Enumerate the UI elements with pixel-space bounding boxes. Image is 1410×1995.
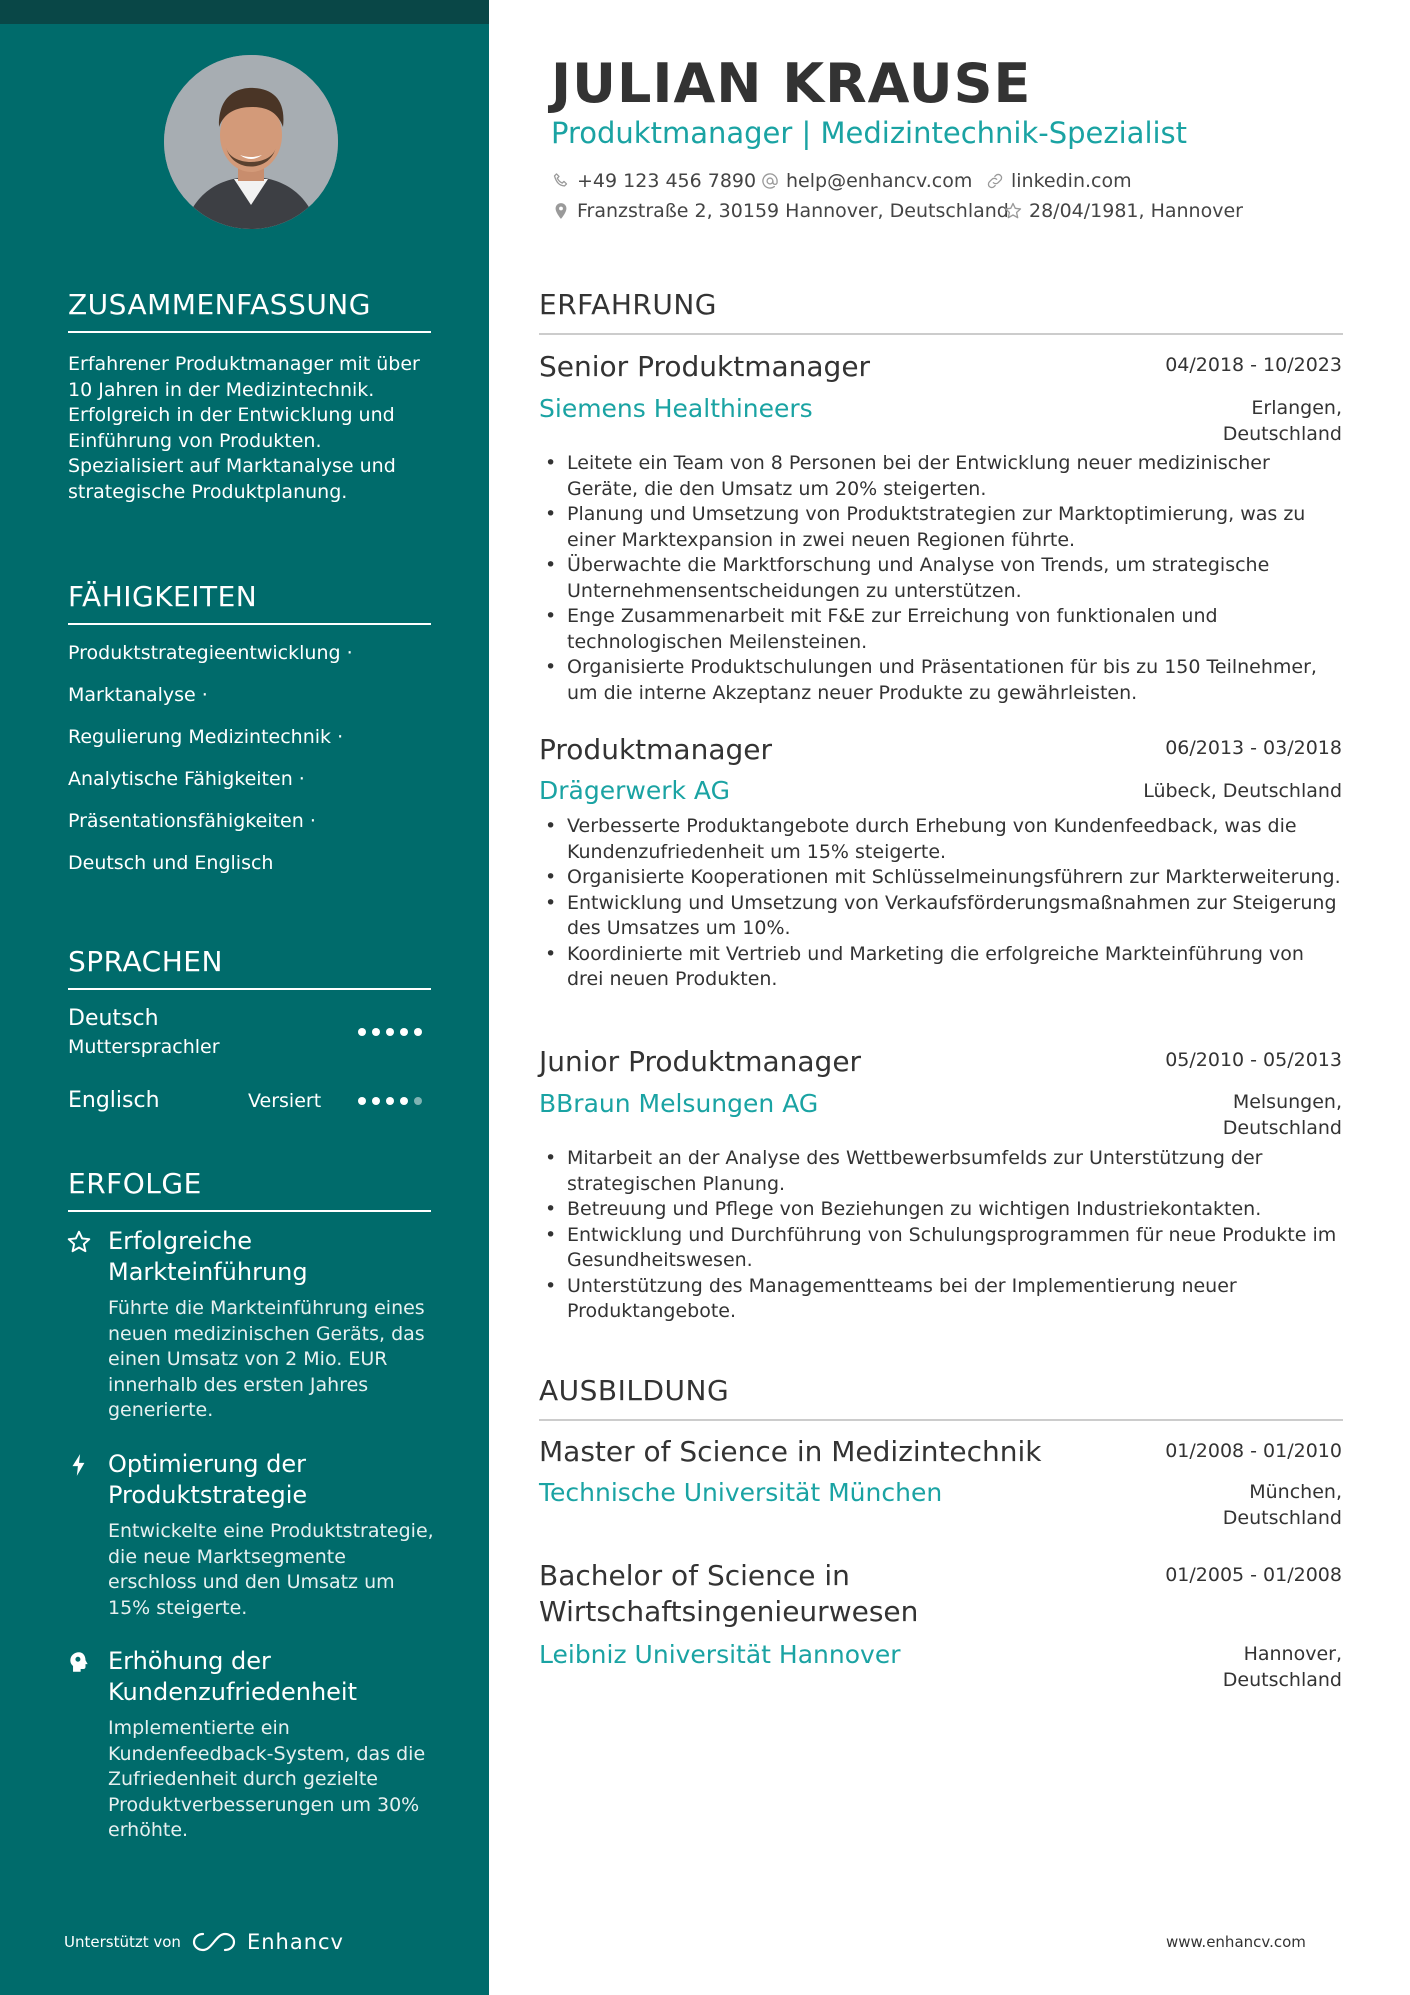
rating-dot	[386, 1097, 394, 1105]
list-item: • Verbesserte Produktangebote durch Erhebung von Kundenfeedback, was die Kundenzufriedenheit um 15% steigerte.	[539, 814, 1343, 865]
avatar	[164, 55, 338, 229]
degree-title: Master of Science in Medizintechnik	[539, 1435, 1042, 1468]
skills-heading: FÄHIGKEITEN	[68, 580, 431, 625]
rating-dot	[400, 1028, 408, 1036]
language-name: Deutsch	[68, 1006, 159, 1031]
bolt-icon	[66, 1452, 92, 1478]
school-name: Technische Universität München	[539, 1478, 943, 1507]
location-pin-icon	[551, 201, 571, 221]
achievement-title: Optimierung der Produktstrategie	[108, 1450, 308, 1509]
contact-address	[551, 200, 1009, 222]
school-name: Leibniz Universität Hannover	[539, 1640, 901, 1669]
job-date: 06/2013 - 03/2018	[1165, 737, 1342, 759]
job-location: Lübeck, Deutschland	[1143, 780, 1342, 802]
skill-item: Marktanalyse ·	[68, 684, 208, 706]
achievement-title: Erfolgreiche Markteinführung	[108, 1227, 308, 1286]
contact-email[interactable]	[760, 170, 972, 192]
job-company: Siemens Healthineers	[539, 394, 813, 423]
rating-dot	[358, 1028, 366, 1036]
contact-linkedin[interactable]	[985, 170, 1132, 192]
experience-heading: ERFAHRUNG	[539, 288, 1343, 335]
head-icon	[66, 1649, 92, 1675]
job-bullets	[539, 814, 1343, 993]
list-item: • Mitarbeit an der Analyse des Wettbewerbsumfelds zur Unterstützung der strategischen Planung.	[539, 1146, 1343, 1197]
list-item: • Leitete ein Team von 8 Personen bei der Entwicklung neuer medizinischer Geräte, die den Umsatz um 20% steigerten.	[539, 451, 1343, 502]
person-name: JULIAN KRAUSE	[551, 52, 1032, 115]
skill-item: Regulierung Medizintechnik ·	[68, 726, 344, 748]
achievement-title: Erhöhung der Kundenzufriedenheit	[108, 1647, 357, 1706]
rating-dot	[372, 1028, 380, 1036]
enhancv-logo-icon	[191, 1930, 237, 1954]
powered-by	[64, 1930, 344, 1954]
language-name: Englisch	[68, 1088, 160, 1113]
job-title: Junior Produktmanager	[539, 1045, 862, 1078]
address-text: Franzstraße 2, 30159 Hannover, Deutschland	[577, 200, 1009, 222]
rating-dot	[414, 1097, 422, 1105]
at-icon	[760, 171, 780, 191]
achievement-description: Führte die Markteinführung eines neuen medizinischen Geräts, das einen Umsatz von 2 Mio. EUR innerhalb des ersten Jahres generierte.	[108, 1297, 425, 1421]
job-title: Senior Produktmanager	[539, 350, 871, 383]
summary-heading: ZUSAMMENFASSUNG	[68, 288, 431, 333]
linkedin-text: linkedin.com	[1011, 170, 1132, 192]
list-item: • Unterstützung des Managementteams bei der Implementierung neuer Produktangebote.	[539, 1274, 1343, 1325]
skill-item: Präsentationsfähigkeiten ·	[68, 810, 316, 832]
achievements-heading: ERFOLGE	[68, 1167, 431, 1212]
education-heading: AUSBILDUNG	[539, 1374, 1343, 1421]
job-title: Produktmanager	[539, 733, 772, 766]
language-level: Muttersprachler	[68, 1036, 220, 1058]
email-text: help@enhancv.com	[786, 170, 973, 192]
language-level: Versiert	[248, 1090, 322, 1112]
contact-birth	[1003, 200, 1243, 222]
list-item: • Planung und Umsetzung von Produktstrategien zur Marktoptimierung, was zu einer Marktexpansion in zwei neuen Regionen führte.	[539, 502, 1343, 553]
list-item: • Enge Zusammenarbeit mit F&E zur Erreichung von funktionalen und technologischen Meilensteinen.	[539, 604, 1343, 655]
avatar-photo	[164, 55, 338, 229]
rating-dot	[400, 1097, 408, 1105]
job-bullets	[539, 451, 1343, 706]
list-item: • Betreuung und Pflege von Beziehungen zu wichtigen Industriekontakten.	[539, 1197, 1343, 1223]
star-outline-icon	[1003, 201, 1023, 221]
job-company: Drägerwerk AG	[539, 776, 730, 805]
rating-dot	[386, 1028, 394, 1036]
education-date: 01/2008 - 01/2010	[1165, 1440, 1342, 1462]
language-rating	[358, 1097, 422, 1105]
job-date: 05/2010 - 05/2013	[1165, 1049, 1342, 1071]
powered-by-label: Unterstützt von	[64, 1933, 181, 1951]
sidebar	[0, 0, 489, 1995]
list-item: • Entwicklung und Durchführung von Schulungsprogrammen für neue Produkte im Gesundheitswesen.	[539, 1223, 1343, 1274]
job-company: BBraun Melsungen AG	[539, 1089, 819, 1118]
summary-text: Erfahrener Produktmanager mit über 10 Jahren in der Medizintechnik. Erfolgreich in der Entwicklung und Einführung von Produkten. Spezialisiert auf Marktanalyse und strategische Produktplanung.	[68, 353, 420, 503]
brand-name: Enhancv	[246, 1930, 344, 1954]
phone-icon	[551, 171, 571, 191]
contact-phone	[551, 170, 756, 192]
list-item: • Koordinierte mit Vertrieb und Marketing die erfolgreiche Markteinführung von drei neuen Produkten.	[539, 942, 1343, 993]
rating-dot	[414, 1028, 422, 1036]
education-location: Hannover, Deutschland	[1222, 1643, 1342, 1691]
job-date: 04/2018 - 10/2023	[1165, 354, 1342, 376]
link-icon	[985, 171, 1005, 191]
list-item: • Organisierte Kooperationen mit Schlüsselmeinungsführern zur Markterweiterung.	[539, 865, 1343, 891]
degree-title: Bachelor of Science in Wirtschaftsingenieurwesen	[539, 1559, 919, 1628]
list-item: • Überwachte die Marktforschung und Analyse von Trends, um strategische Unternehmensentscheidungen zu unterstützen.	[539, 553, 1343, 604]
skill-item: Produktstrategieentwicklung ·	[68, 642, 353, 664]
languages-heading: SPRACHEN	[68, 945, 431, 990]
rating-dot	[358, 1097, 366, 1105]
education-location: München, Deutschland	[1222, 1481, 1342, 1529]
birth-text: 28/04/1981, Hannover	[1029, 200, 1243, 222]
footer-url[interactable]: www.enhancv.com	[1166, 1933, 1306, 1951]
achievement-description: Entwickelte eine Produktstrategie, die neue Marktsegmente erschloss und den Umsatz um 15% steigerte.	[108, 1520, 434, 1619]
job-location: Melsungen, Deutschland	[1222, 1091, 1342, 1139]
achievement-description: Implementierte ein Kundenfeedback-System, das die Zufriedenheit durch gezielte Produktverbesserungen um 30% erhöhte.	[108, 1717, 426, 1841]
rating-dot	[372, 1097, 380, 1105]
person-headline: Produktmanager | Medizintechnik-Spezialist	[551, 116, 1188, 150]
list-item: • Organisierte Produktschulungen und Präsentationen für bis zu 150 Teilnehmer, um die interne Akzeptanz neuer Produkte zu gewährleisten.	[539, 655, 1343, 706]
sidebar-top-bar	[0, 0, 489, 24]
star-icon	[66, 1229, 92, 1255]
education-date: 01/2005 - 01/2008	[1165, 1564, 1342, 1586]
job-location: Erlangen, Deutschland	[1222, 397, 1342, 445]
job-bullets	[539, 1146, 1343, 1325]
language-rating	[358, 1028, 422, 1036]
list-item: • Entwicklung und Umsetzung von Verkaufsförderungsmaßnahmen zur Steigerung des Umsatzes um 10%.	[539, 891, 1343, 942]
phone-text: +49 123 456 7890	[577, 170, 757, 192]
skill-item: Analytische Fähigkeiten ·	[68, 768, 305, 790]
skill-item: Deutsch und Englisch	[68, 852, 274, 874]
